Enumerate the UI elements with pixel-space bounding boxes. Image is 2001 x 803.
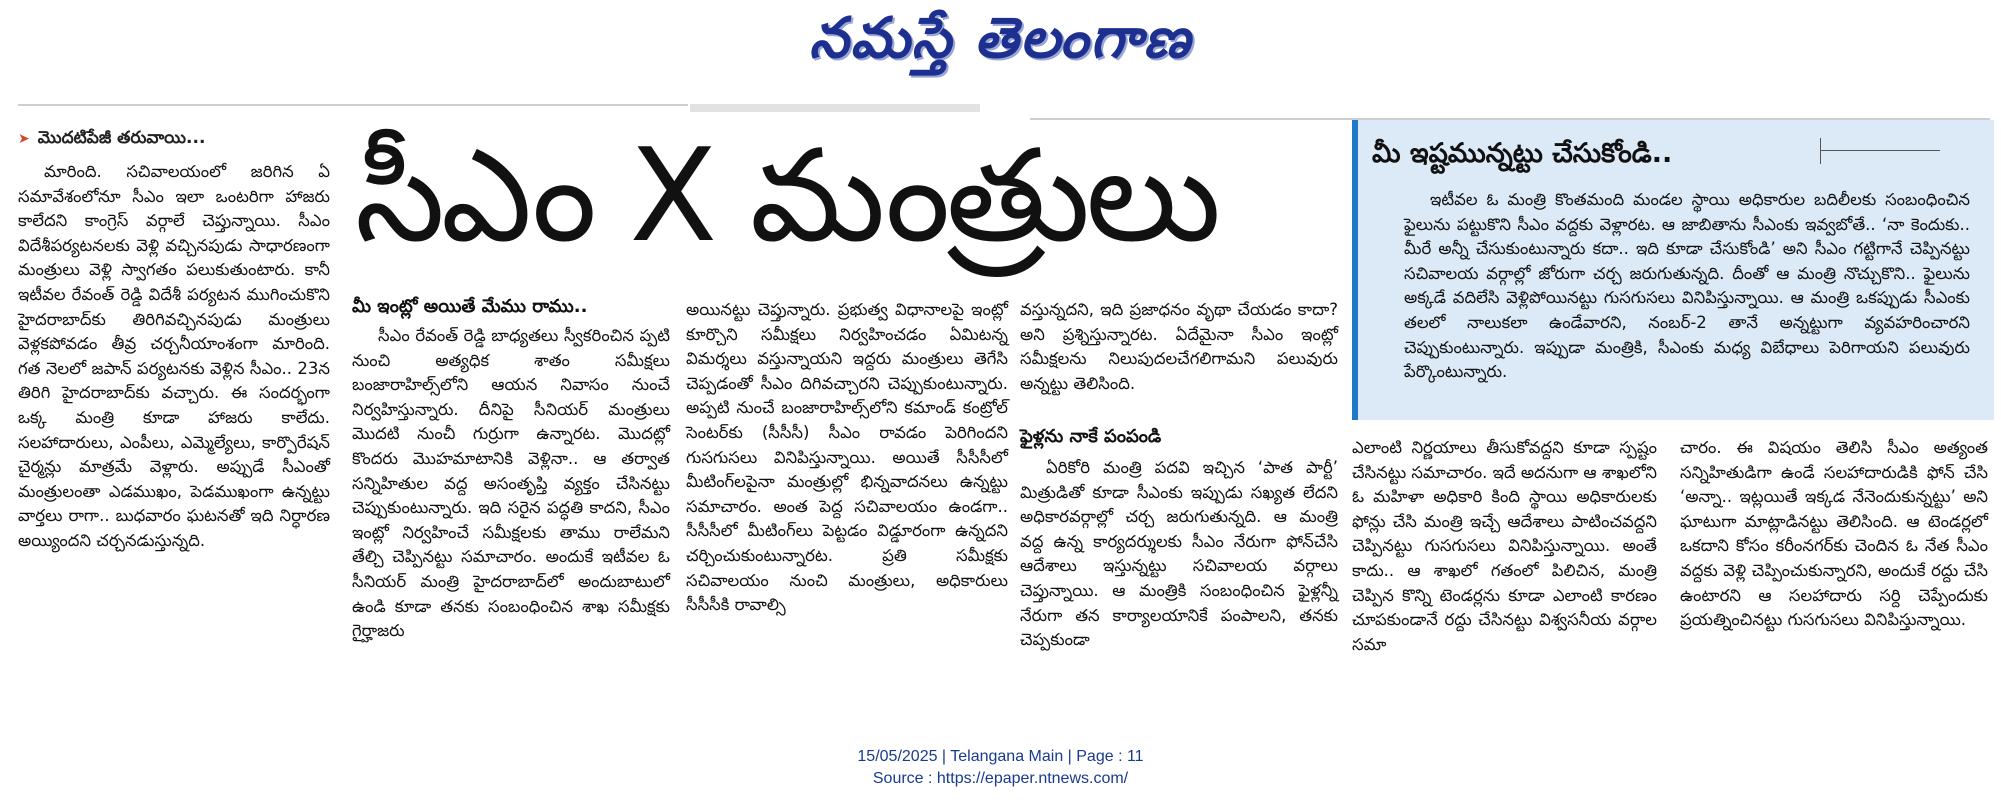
box-rule-cap [1820, 138, 1821, 164]
box-title: మీ ఇష్టమున్నట్టు చేసుకోండి.. [1372, 138, 1673, 169]
column-4-paragraph: వస్తున్నదని, ఇది ప్రజాధనం వృథా చేయడం కాదా? అని ప్రశ్నిస్తున్నారట. ఏదేమైనా సీఎం ఇంట్లో సమీక్షలను నిలుపుదలచేగలిగామని పలువురు అన్నట్టు తెలిసింది. [1020, 300, 1338, 393]
column-4-paragraph-2: ఏరికోరి మంత్రి పదవి ఇచ్చిన ‘పాత పార్టీ’ మిత్రుడితో కూడా సీఎంకు ఇప్పుడు సఖ్యత లేదని అధికారవర్గాల్లో చర్చ జరుగుతున్నది. ఆ మంత్రి వద్ద ఉన్న కార్యదర్శులకు సీఎం నేరుగా ఫోన్‌చేసి ఆదేశాలు ఇస్తున్నట్టు సచివాలయ వర్గాలు చెప్తున్నాయి. ఆ మంత్రికి సంబంధించిన ఫైళ్లన్నీ నేరుగా తన కార్యాలయానికే పంపాలని, తనకు చెప్పకుండా [1020, 458, 1338, 650]
column-4-top [1020, 298, 1338, 396]
continued-kicker [18, 128, 205, 152]
masthead-logo: నమస్తే తెలంగాణ [809, 6, 1192, 71]
column-2-subhead: మీ ఇంట్లో అయితే మేము రాము.. [352, 296, 588, 317]
column-3-paragraph: అయినట్టు చెప్తున్నారు. ప్రభుత్వ విధానాలపై ఇంట్లో కూర్చొని సమీక్షలు నిర్వహించడం ఏమిటన్న విమర్శలు వస్తున్నాయని ఇద్దరు మంత్రులు తెగేసి చెప్పడంతో సీఎం దిగివచ్చారని చెప్పుకుంటున్నారు. అప్పటి నుంచే బంజారాహిల్స్‌లోని కమాండ్ కంట్రోల్ సెంటర్‌కు (సీసీసీ) సీఎం రావడం పెరిగిందని గుసగుసలు వినిపిస్తున్నాయి. అయితే సీసీసీలో మీటింగ్‌లపైనా మంత్రుల్లో భిన్నవాదనలు ఉన్నట్టు సమాచారం. అంత పెద్ద సచివాలయం ఉండగా.. సీసీసీలో మీటింగ్‌లు పెట్టడం విడ్డూరంగా ఉన్నదని చర్చించుకుంటున్నారట. ప్రతి సమీక్షకు సచివాలయం నుంచి మంత్రులు, అధికారులు సీసీసీకి రావాల్సి [686, 300, 1008, 615]
kicker-label: మొదటిపేజీ తరువాయి... [37, 128, 206, 148]
column-6 [1680, 436, 1988, 633]
footer-dateline: 15/05/2025 | Telangana Main | Page : 11 [857, 748, 1144, 765]
column-1-paragraph: మారింది. సచివాలయంలో జరిగిన ఏ సమావేశంలోనూ సీఎం ఇలా ఒంటరిగా హాజరు కాలేదని కాంగ్రెస్ వర్గాలే చెప్తున్నాయి. సీఎం విదేశీపర్యటనలకు వెళ్లి వచ్చినపుడు సాధారణంగా మంత్రులు వెళ్లి స్వాగతం పలుకుతుంటారు. కానీ ఇటీవల రేవంత్ రెడ్డి విదేశీ పర్యటన ముగించుకొని హైదరాబాద్‌కు తిరిగివచ్చినపుడు మంత్రులు వెళ్లకపోవడం తీవ్ర చర్చనీయాంశంగా మారింది. గత నెలలో జపాన్ పర్యటనకు వెళ్లిన సీఎం.. 23న తిరిగి హైదరాబాద్‌కు వచ్చారు. ఈ సందర్భంగా ఒక్క మంత్రి కూడా హాజరు కాలేదు. సలహాదారులు, ఎంపీలు, ఎమ్మెల్యేలు, కార్పొరేషన్ చైర్మన్లు మాత్రమే వెళ్లారు. అప్పుడే సీఎంతో మంత్రులంతా ఎడముఖం, పెడముఖంగా ఉన్నట్టు వార్తలు రాగా.. బుధవారం ఘటనతో ఇది నిర్ధారణ అయ్యిందని చర్చనడుస్తున్నది. [18, 162, 330, 550]
box-rule [1820, 150, 1940, 151]
column-5-paragraph: ఎలాంటి నిర్ణయాలు తీసుకోవద్దని కూడా స్పష్టం చేసినట్టు సమాచారం. ఇదే అదనుగా ఆ శాఖలోని ఓ మహిళా అధికారి కింది స్థాయి అధికారులకు ఫోన్లు చేసి మంత్రి ఇచ్చే ఆదేశాలు పాటించవద్దని చెప్పినట్టు గుసగుసలు వినిపిస్తున్నాయి. అంతే కాదు.. ఆ శాఖలో గతంలో పిలిచిన, మంత్రి చెప్పిన కొన్ని టెండర్లను కూడా ఎలాంటి కారణం చూపకుండానే రద్దు చేసినట్టు విశ్వసనీయ వర్గాల సమా [1352, 438, 1657, 654]
column-5 [1352, 436, 1657, 657]
column-1 [18, 160, 330, 554]
top-rule-mid [690, 104, 980, 112]
column-2 [352, 324, 670, 644]
column-3 [686, 298, 1008, 618]
column-2-paragraph: సీఎం రేవంత్ రెడ్డి బాధ్యతలు స్వీకరించిన ప్పటి నుంచి అత్యధిక శాతం సమీక్షలు బంజారాహిల్స్‌లోని ఆయన నివాసం నుంచే నిర్వహిస్తున్నారు. దీనిపై సీనియర్ మంత్రులు మొదటి నుంచీ గుర్రుగా ఉన్నారట. మొదట్లో కొందరు మొహమాటానికి వెళ్లినా.. ఆ తర్వాత సన్నిహితుల వద్ద అసంతృప్తి వ్యక్తం చేసినట్టు చెప్పుకుంటున్నారు. ఇది సరైన పద్ధతి కాదని, సీఎం ఇంట్లో నిర్వహించే సమీక్షలకు తాము రాలేమని తేల్చి చెప్పినట్టు సమాచారం. అందుకే ఇటీవల ఓ సీనియర్ మంత్రి హైదరాబాద్‌లో అందుబాటులో ఉండి కూడా తనకు సంబంధించిన శాఖ సమీక్షకు గైర్హాజరు [352, 326, 670, 641]
headline: సీఎం X మంత్రులు [355, 122, 1218, 271]
column-4-bottom [1020, 456, 1338, 653]
column-6-paragraph: చారం. ఈ విషయం తెలిసి సీఎం అత్యంత సన్నిహితుడిగా ఉండే సలహాదారుడికి ఫోన్ చేసి ‘అన్నా.. ఇట్లయితే ఇక్కడ నేనెందుకున్నట్టు’ అని ఘాటుగా మాట్లాడినట్టు తెలిసింది. ఆ టెండర్లలో ఒకదాని కోసం కరీంనగర్‌కు చెందిన ఓ నేత సీఎం వద్దకు వెళ్లి చెప్పించుకున్నారని, అందుకే రద్దు చేసి ఉంటారని ఆ సలహాదారు సర్ది చెప్పేందుకు ప్రయత్నించినట్టు గుసగుసలు వినిపిస్తున్నాయి. [1680, 438, 1988, 630]
arrow-right-icon: ➤ [18, 131, 30, 147]
box-body [1404, 188, 1970, 385]
footer-source: Source : https://epaper.ntnews.com/ [872, 770, 1129, 787]
top-rule-left [18, 104, 688, 106]
column-4-subhead: ఫైళ్లను నాకే పంపండి [1020, 426, 1162, 447]
box-paragraph: ఇటీవల ఓ మంత్రి కొంతమంది మండల స్థాయి అధికారుల బదిలీలకు సంబంధించిన ఫైలును పట్టుకొని సీఎం వద్దకు వెళ్లారట. ఆ జాబితాను సీఎంకు ఇవ్వబోతే.. ‘నా కెందుకు.. మీరే అన్నీ చేసుకుంటున్నారు కదా.. ఇది కూడా చేసుకోండి’ అని సీఎం గట్టిగానే చెప్పినట్టు సచివాలయ వర్గాల్లో జోరుగా చర్చ జరుగుతున్నది. దీంతో ఆ మంత్రి నొచ్చుకొని.. ఫైలును అక్కడే వదిలేసి వెళ్లిపోయినట్టు గుసగుసలు వినిపిస్తున్నాయి. ఆ మంత్రి ఒకప్పుడు సీఎంకు తలలో నాలుకలా ఉండేవారని, నంబర్-2 తానే అన్నట్టుగా వ్యవహరించారని చెప్పుకుంటున్నారు. ఇప్పుడా మంత్రికి, సీఎంకు మధ్య విబేధాలు పెరిగాయని పలువురు పేర్కొంటున్నారు. [1404, 190, 1970, 382]
